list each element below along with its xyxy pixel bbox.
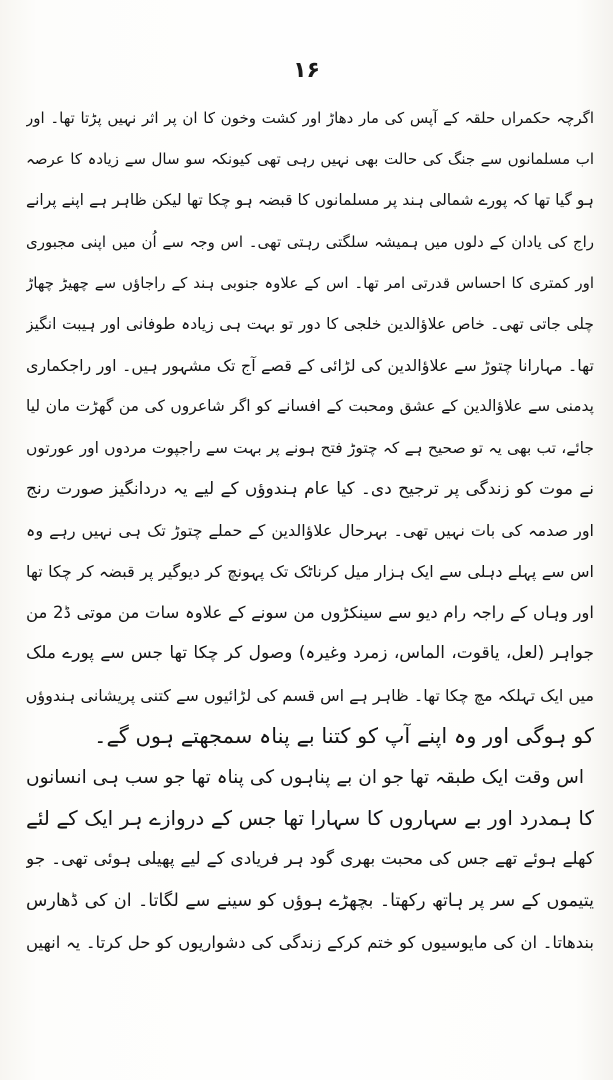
page-number: ۱۶ <box>293 58 320 83</box>
text-line: اور وہاں کے راجہ رام دیو سے سینکڑوں من سونے کے علاوہ سات من موتی ڈ2 من <box>26 603 594 623</box>
text-line: تھا۔ مہارانا چتوڑ سے علاؤالدین کی لڑائی کے قصے آج تک مشہور ہیں۔ اور راجکماری <box>26 356 594 376</box>
text-line: پدمنی سے علاؤالدین کے عشق ومحبت کے افسانے کو اگر شاعروں کی من گھڑت مان لیا <box>26 397 594 416</box>
text-line: چلی جاتی تھی۔ خاص علاؤالدین خلجی کا دور تو بہت ہی زیادہ طوفانی اور ہیبت انگیز <box>26 314 594 333</box>
body-text <box>26 98 594 963</box>
text-line: اور کمتری کا احساس قدرتی امر تھا۔ اس کے علاوہ جنوبی ہند کے راجاؤں سے چھیڑ چھاڑ <box>26 273 594 292</box>
text-line: نے موت کو زندگی پر ترجیح دی۔ کیا عام ہندوؤں کے لیے یہ دردانگیز صورت رنج <box>26 478 594 499</box>
text-line: اب مسلمانوں سے جنگ کی حالت بھی نہیں رہی تھی کیونکہ سو سال سے زیادہ کا عرصہ <box>26 150 594 169</box>
text-line: یتیموں کے سر پر ہاتھ رکھتا۔ بچھڑے ہوؤں کو سینے سے لگاتا۔ ان کی ڈھارس <box>26 890 594 911</box>
text-line: جواہر (لعل، یاقوت، الماس، زمرد وغیرہ) وصول کر چکا تھا جس سے پورے ملک <box>26 643 594 664</box>
text-line: کھلے ہوئے تھے جس کی محبت بھری گود ہر فریادی کے لیے پھیلی ہوئی تھی۔ جو <box>26 849 594 870</box>
text-line: اگرچہ حکمراں حلقہ کے آپس کی مار دھاڑ اور کشت وخون کا ان پر اثر نہیں پڑتا تھا۔ اور <box>26 109 594 127</box>
text-line: کا ہمدرد اور بے سہاروں کا سہارا تھا جس کے دروازے ہر ایک کے لئے <box>26 806 594 831</box>
text-line: راج کی یادان کے دلوں میں ہمیشہ سلگتی رہتی تھی۔ اس وجہ سے اُن میں اپنی مجبوری <box>26 232 594 251</box>
text-line: میں ایک تہلکہ مچ چکا تھا۔ ظاہر ہے اس قسم کی لڑائیوں سے کتنی پریشانی ہندوؤں <box>26 685 594 705</box>
text-line: اس سے پہلے دہلی سے ایک ہزار میل کرناٹک تک پہونچ کر دیوگیر پر قبضہ کر چکا تھا <box>26 562 594 582</box>
text-line: جائے، تب بھی یہ تو صحیح ہے کہ چتوڑ فتح ہونے پر بہت سے راجپوت مردوں اور عورتوں <box>26 438 594 457</box>
text-line-paragraph-start: اس وقت ایک طبقہ تھا جو ان بے پناہوں کی پناہ تھا جو سب ہی انسانوں <box>26 767 584 788</box>
text-line-paragraph-end: کو ہوگی اور وہ اپنے آپ کو کتنا بے پناہ سمجھتے ہوں گے۔ <box>94 723 594 748</box>
text-line: ہو گیا تھا کہ پورے شمالی ہند پر مسلمانوں کا قبضہ ہو چکا تھا لیکن ظاہر ہے اپنے پرانے <box>26 191 594 210</box>
text-line: اور صدمہ کی بات نہیں تھی۔ بہرحال علاؤالدین کے حملے چتوڑ تک ہی نہیں رہے وہ <box>26 520 594 540</box>
text-line: بندھاتا۔ ان کی مایوسیوں کو ختم کرکے زندگی کی دشواریوں کو حل کرتا۔ یہ انھیں <box>26 932 594 952</box>
